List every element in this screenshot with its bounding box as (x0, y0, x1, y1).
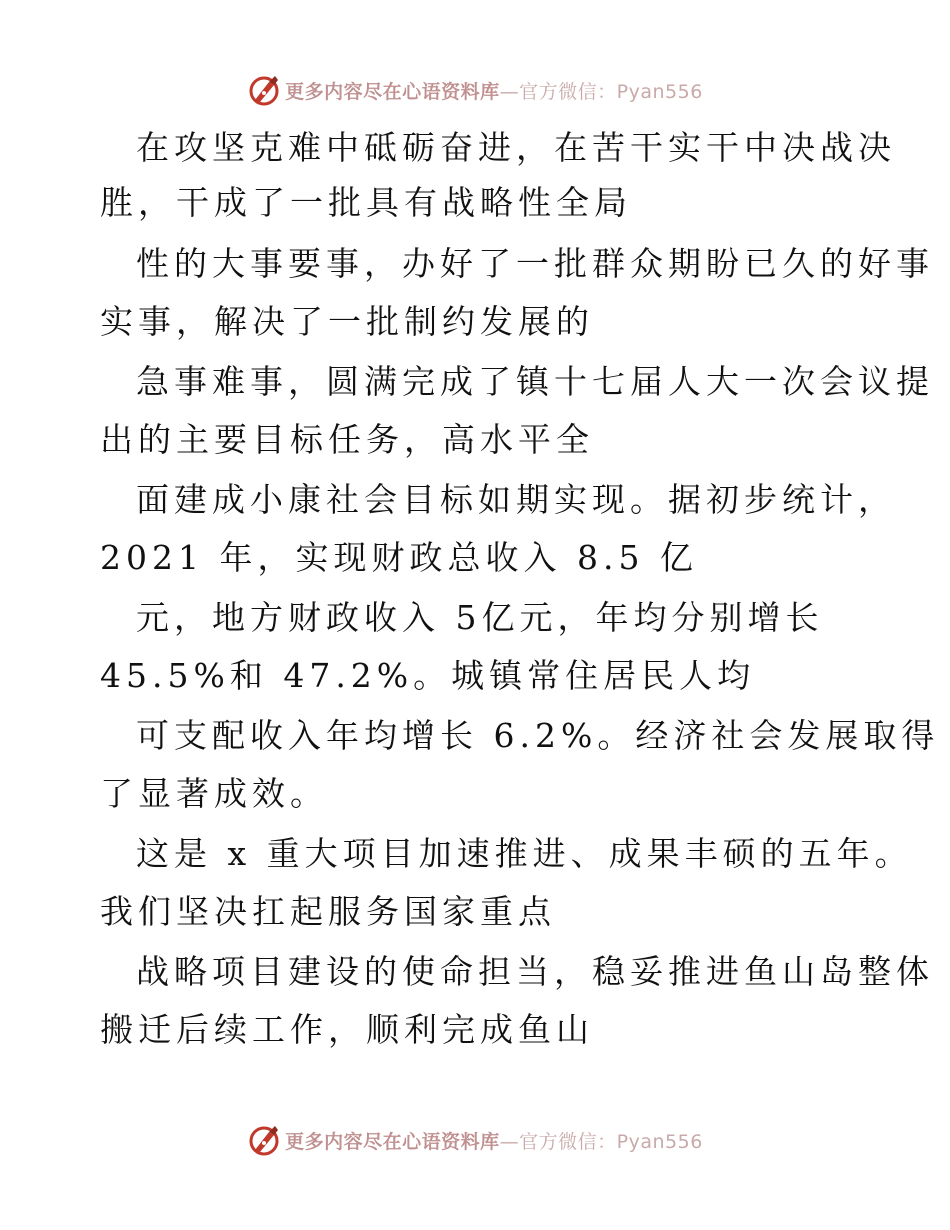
body-line: 在攻坚克难中砥砺奋进，在苦干实干中决战决 (136, 128, 896, 167)
pen-nib-logo-icon (247, 73, 281, 107)
header-contact: 官方微信：Pyan556 (519, 80, 703, 103)
header-dash: — (499, 80, 520, 103)
footer-watermark (0, 1120, 950, 1160)
body-line: 出的主要目标任务，高水平全 (100, 420, 594, 459)
header-brand: 更多内容尽在心语资料库 (285, 80, 500, 103)
body-line: 2021 年，实现财政总收入 8.5 亿 (100, 538, 698, 577)
body-line: 性的大事要事，办好了一批群众期盼已久的好事 (136, 244, 934, 283)
body-line: 面建成小康社会目标如期实现。据初步统计， (136, 480, 896, 519)
body-line: 45.5%和 47.2%。城镇常住居民人均 (100, 656, 756, 695)
footer-dash: — (499, 1130, 520, 1153)
body-line: 可支配收入年均增长 6.2%。经济社会发展取得 (136, 716, 940, 755)
footer-brand: 更多内容尽在心语资料库 (285, 1130, 500, 1153)
footer-contact: 官方微信：Pyan556 (519, 1130, 703, 1153)
header-watermark-text (285, 77, 703, 104)
body-line: 实事，解决了一批制约发展的 (100, 302, 594, 341)
body-line: 搬迁后续工作，顺利完成鱼山 (100, 1010, 594, 1049)
body-line: 战略项目建设的使命担当，稳妥推进鱼山岛整体 (136, 952, 934, 991)
body-line: 元，地方财政收入 5亿元，年均分别增长 (136, 598, 824, 637)
pen-nib-logo-icon (247, 1123, 281, 1157)
body-line: 这是 x 重大项目加速推进、成果丰硕的五年。 (136, 834, 913, 873)
header-watermark (0, 70, 950, 110)
body-line: 胜，干成了一批具有战略性全局 (100, 183, 632, 222)
body-line: 我们坚决扛起服务国家重点 (100, 892, 556, 931)
footer-watermark-text (285, 1127, 703, 1154)
body-line: 了显著成效。 (100, 774, 328, 813)
body-line: 急事难事，圆满完成了镇十七届人大一次会议提 (136, 362, 934, 401)
